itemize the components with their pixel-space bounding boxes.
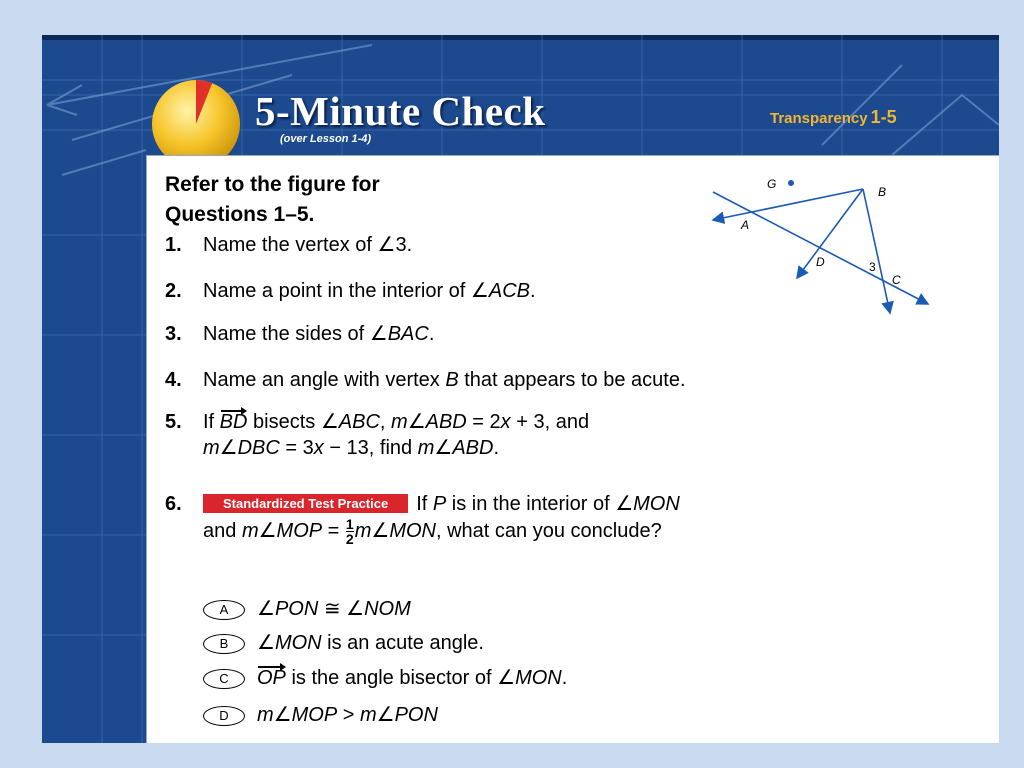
- choice-bubble[interactable]: B: [203, 634, 245, 654]
- choice-bubble[interactable]: A: [203, 600, 245, 620]
- ray-op: OP: [257, 667, 286, 689]
- standardized-test-badge: Standardized Test Practice: [203, 494, 408, 513]
- page-title: 5-Minute Check: [255, 88, 546, 134]
- choice-d[interactable]: D m∠MOP > m∠PON: [203, 702, 438, 728]
- transparency-text: Transparency: [770, 110, 868, 127]
- question-4: 4. Name an angle with vertex B that appears to be acute.: [165, 369, 686, 391]
- question-5: 5. If BD bisects ∠ABC, m∠ABD = 2x + 3, and m∠DBC = 3x − 13, find m∠ABD.: [165, 411, 590, 459]
- intro-text: [165, 170, 380, 230]
- choice-a[interactable]: A ∠PON ≅ ∠NOM: [203, 596, 411, 622]
- choice-bubble[interactable]: C: [203, 669, 245, 689]
- slide: [42, 35, 999, 743]
- choice-bubble[interactable]: D: [203, 706, 245, 726]
- intro-line-1: Refer to the figure for: [165, 173, 380, 196]
- line-ac: [713, 192, 928, 304]
- geometry-figure: [700, 170, 940, 320]
- question-3: 3. Name the sides of ∠BAC.: [165, 323, 435, 345]
- label-b: B: [878, 185, 887, 199]
- ray-bc-line: [863, 189, 890, 313]
- question-6: 6. Standardized Test Practice If P is in the interior of ∠MON and m∠MOP = $\frac{1}{2}$ m∠MON, what can you conclude?: [165, 493, 680, 547]
- label-d: D: [816, 255, 825, 269]
- question-number: 5.: [165, 411, 182, 433]
- question-number: 6.: [165, 493, 182, 515]
- intro-line-2: Questions 1–5.: [165, 203, 315, 226]
- question-1: 1. Name the vertex of ∠3.: [165, 234, 413, 256]
- ray-bd: BD: [219, 411, 248, 433]
- label-g: G: [767, 177, 777, 191]
- question-number: 3.: [165, 323, 182, 345]
- question-number: 2.: [165, 280, 182, 302]
- label-a: A: [741, 218, 750, 232]
- angle-3-label: 3: [869, 260, 876, 274]
- transparency-number: 1-5: [870, 107, 897, 127]
- question-number: 1.: [165, 234, 182, 256]
- question-2: 2. Name a point in the interior of ∠ACB.: [165, 280, 536, 302]
- choice-b[interactable]: B ∠MON is an acute angle.: [203, 630, 484, 656]
- transparency-label: [770, 107, 897, 128]
- question-number: 4.: [165, 369, 182, 391]
- choice-c[interactable]: C OP is the angle bisector of ∠MON.: [203, 665, 567, 691]
- label-c: C: [892, 273, 901, 287]
- point-g: [788, 180, 794, 186]
- fraction-one-half: $\frac{1}{2}$: [345, 516, 354, 547]
- page-subtitle: (over Lesson 1-4): [280, 133, 372, 145]
